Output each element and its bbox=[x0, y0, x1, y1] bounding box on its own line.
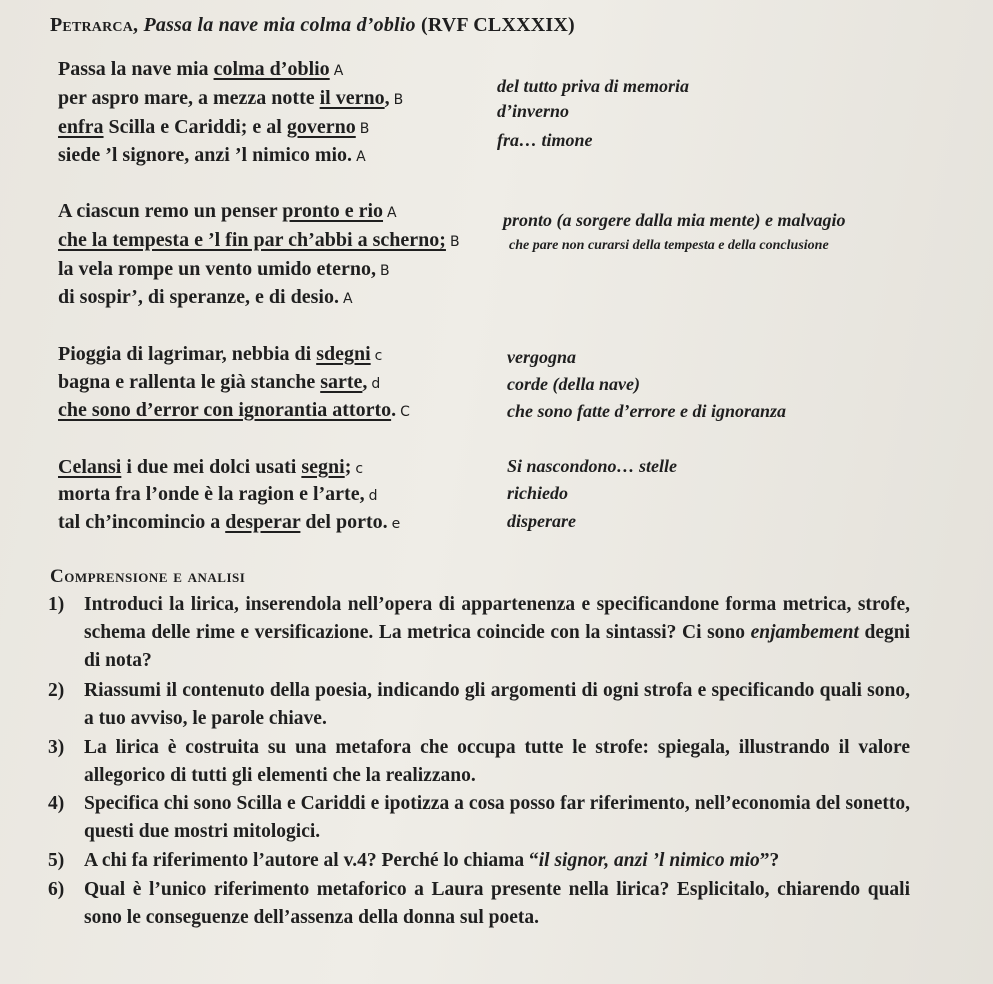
rhyme-mark: A bbox=[342, 291, 353, 307]
poem-line: che la tempesta e ’l fin par ch’abbi a scherno; B bbox=[58, 229, 460, 251]
rhyme-mark: A bbox=[333, 63, 344, 79]
question-item: 3) La lirica è costruita su una metafora che occupa tutte le strofe: spiegala, illustrando il valore allegorico di tutti gli elementi che la realizzano. bbox=[48, 737, 910, 786]
question-item: 1) Introduci la lirica, inserendola nell’opera di appartenenza e specificandone forma metrica, strofe, schema delle rime e versificazione. La metrica coincide con la sintassi? Ci sono enjambement degni di nota? bbox=[48, 594, 911, 671]
page-title bbox=[50, 14, 575, 37]
gloss: del tutto priva di memoria bbox=[497, 76, 689, 96]
rhyme-mark: B bbox=[359, 121, 370, 137]
gloss: fra… timone bbox=[497, 130, 593, 150]
title-author: Petrarca, bbox=[50, 14, 139, 36]
rhyme-mark: c bbox=[355, 461, 364, 477]
rhyme-mark: d bbox=[371, 376, 381, 392]
poem-line: tal ch’incomincio a desperar del porto. e bbox=[58, 511, 401, 533]
gloss: Si nascondono… stelle bbox=[507, 456, 678, 476]
title-poem: Passa la nave mia colma d’oblio bbox=[143, 14, 416, 36]
rhyme-mark: C bbox=[400, 404, 410, 420]
poem-line: bagna e rallenta le già stanche sarte, d bbox=[58, 371, 381, 393]
poem-line: siede ’l signore, anzi ’l nimico mio. A bbox=[58, 144, 366, 166]
gloss: pronto (a sorgere dalla mia mente) e malvagio bbox=[503, 210, 846, 230]
poem-line: per aspro mare, a mezza notte il verno, B bbox=[58, 87, 404, 109]
question-item: 2) Riassumi il contenuto della poesia, indicando gli argomenti di ogni strofa e specificando quali sono, a tuo avviso, le parole chiave. bbox=[48, 680, 910, 729]
title-ref: (RVF CLXXXIX) bbox=[420, 14, 575, 36]
gloss: che pare non curarsi della tempesta e della conclusione bbox=[509, 238, 829, 253]
gloss: corde (della nave) bbox=[507, 374, 640, 394]
question-item: 4) Specifica chi sono Scilla e Cariddi e ipotizza a cosa posso far riferimento, nell’economia del sonetto, questi due mostri mitologici. bbox=[48, 793, 910, 842]
question-item: 5) A chi fa riferimento l’autore al v.4? Perché lo chiama “il signor, anzi ’l nimico mio”? bbox=[48, 850, 780, 871]
gloss: vergogna bbox=[507, 347, 576, 367]
poem-line: la vela rompe un vento umido eterno, B bbox=[58, 258, 390, 280]
rhyme-mark: B bbox=[449, 234, 460, 250]
poem-line: morta fra l’onde è la ragion e l’arte, d bbox=[58, 483, 378, 505]
rhyme-mark: A bbox=[387, 205, 397, 221]
rhyme-mark: c bbox=[374, 348, 383, 364]
rhyme-mark: B bbox=[393, 92, 404, 108]
question-item: 6) Qual è l’unico riferimento metaforico a Laura presente nella lirica? Esplicitalo, chiarendo quali sono le conseguenze dell’assenza della donna sul poeta. bbox=[48, 879, 910, 928]
poem-line: Celansi i due mei dolci usati segni; c bbox=[58, 456, 364, 478]
rhyme-mark: e bbox=[391, 516, 401, 532]
poem-line: che sono d’error con ignorantia attorto. C bbox=[58, 399, 410, 421]
rhyme-mark: d bbox=[368, 488, 378, 504]
poem-line: A ciascun remo un penser pronto e rio A bbox=[58, 200, 397, 222]
poem-line: Pioggia di lagrimar, nebbia di sdegni c bbox=[58, 343, 383, 365]
gloss: d’inverno bbox=[497, 101, 569, 121]
poem-line: Passa la nave mia colma d’oblio A bbox=[58, 58, 344, 80]
poem-line: enfra Scilla e Cariddi; e al governo B bbox=[58, 116, 370, 138]
gloss: richiedo bbox=[507, 483, 568, 503]
rhyme-mark: B bbox=[379, 263, 390, 279]
rhyme-mark: A bbox=[356, 149, 366, 165]
gloss: disperare bbox=[507, 511, 576, 531]
section-title: Comprensione e analisi bbox=[50, 566, 246, 587]
poem-line: di sospir’, di speranze, e di desio. A bbox=[58, 286, 353, 308]
gloss: che sono fatte d’errore e di ignoranza bbox=[507, 401, 786, 421]
